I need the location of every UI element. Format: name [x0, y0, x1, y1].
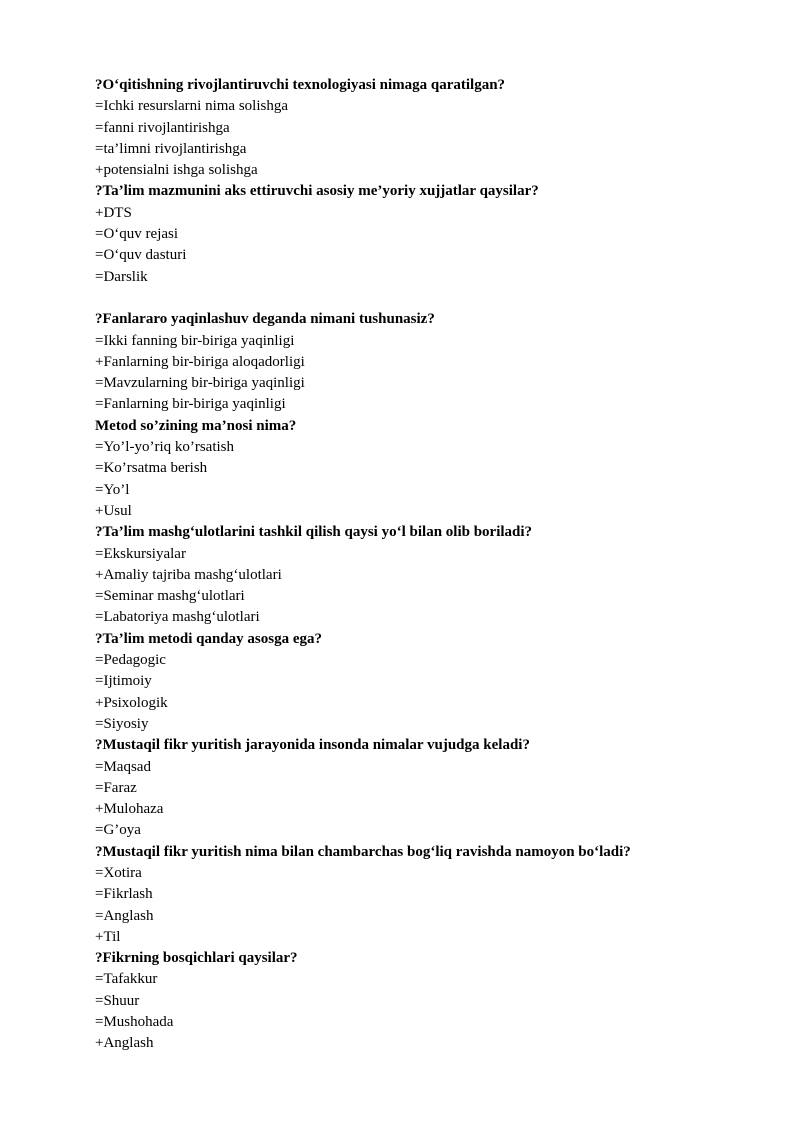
- answer-option: =Maqsad: [95, 758, 151, 775]
- question-text: ?Ta’lim metodi qanday asosga ega?: [95, 630, 322, 647]
- answer-option: =Anglash: [95, 907, 154, 924]
- answer-option: =Ichki resurslarni nima solishga: [95, 98, 289, 115]
- answer-option: +Fanlarning bir-biriga aloqadorligi: [95, 353, 305, 370]
- answer-option: +Psixologik: [95, 694, 168, 711]
- answer-option: +Anglash: [95, 1035, 154, 1052]
- answer-option: =Yo’l: [95, 481, 130, 498]
- answer-option: +DTS: [95, 204, 132, 221]
- answer-option: =Labatoriya mashg‘ulotlari: [95, 609, 260, 626]
- question-text: ?Ta’lim mazmunini aks ettiruvchi asosiy me’yoriy xujjatlar qaysilar?: [95, 183, 539, 200]
- answer-option: =Fikrlash: [95, 886, 153, 903]
- answer-option: =Mushohada: [95, 1014, 174, 1031]
- answer-option: =O‘quv rejasi: [95, 226, 179, 243]
- answer-option: =Siyosiy: [95, 715, 149, 732]
- answer-option: +Amaliy tajriba mashg‘ulotlari: [95, 566, 282, 583]
- question-text: ?Ta’lim mashg‘ulotlarini tashkil qilish qaysi yo‘l bilan olib boriladi?: [95, 524, 533, 541]
- answer-option: =Faraz: [95, 779, 137, 796]
- question-text: ?Fanlararo yaqinlashuv deganda nimani tushunasiz?: [95, 311, 435, 328]
- question-text: Metod so’zining ma’nosi nima?: [95, 417, 297, 434]
- question-text: ?Mustaqil fikr yuritish nima bilan chambarchas bog‘liq ravishda namoyon bo‘ladi?: [95, 843, 631, 860]
- answer-option: =Ikki fanning bir-biriga yaqinligi: [95, 332, 295, 349]
- answer-option: =G’oya: [95, 822, 141, 839]
- answer-option: =Tafakkur: [95, 971, 158, 988]
- question-text: ?Fikrning bosqichlari qaysilar?: [95, 950, 298, 967]
- answer-option: =fanni rivojlantirishga: [95, 119, 230, 136]
- answer-option: +Mulohaza: [95, 801, 164, 818]
- answer-option: =ta’limni rivojlantirishga: [95, 140, 247, 157]
- answer-option: =Fanlarning bir-biriga yaqinligi: [95, 396, 286, 413]
- answer-option: =Ekskursiyalar: [95, 545, 186, 562]
- answer-option: =Darslik: [95, 268, 148, 285]
- answer-option: =Ko’rsatma berish: [95, 460, 208, 477]
- question-text: ?O‘qitishning rivojlantiruvchi texnologiyasi nimaga qaratilgan?: [95, 77, 506, 93]
- answer-option: =Ijtimoiy: [95, 673, 152, 690]
- answer-option: =Mavzularning bir-biriga yaqinligi: [95, 375, 305, 392]
- document-page: [95, 75, 755, 1055]
- answer-option: +Til: [95, 928, 121, 945]
- answer-option: =Shuur: [95, 992, 140, 1009]
- question-text: ?Mustaqil fikr yuritish jarayonida insonda nimalar vujudga keladi?: [95, 737, 530, 754]
- answer-option: =O‘quv dasturi: [95, 247, 187, 264]
- answer-option: =Xotira: [95, 864, 142, 881]
- answer-option: =Seminar mashg‘ulotlari: [95, 588, 245, 605]
- answer-option: =Pedagogic: [95, 652, 166, 669]
- answer-option: +Usul: [95, 502, 132, 519]
- blank-line: [95, 288, 755, 309]
- answer-option: =Yo’l-yo’riq ko’rsatish: [95, 439, 235, 456]
- answer-option: +potensialni ishga solishga: [95, 162, 258, 179]
